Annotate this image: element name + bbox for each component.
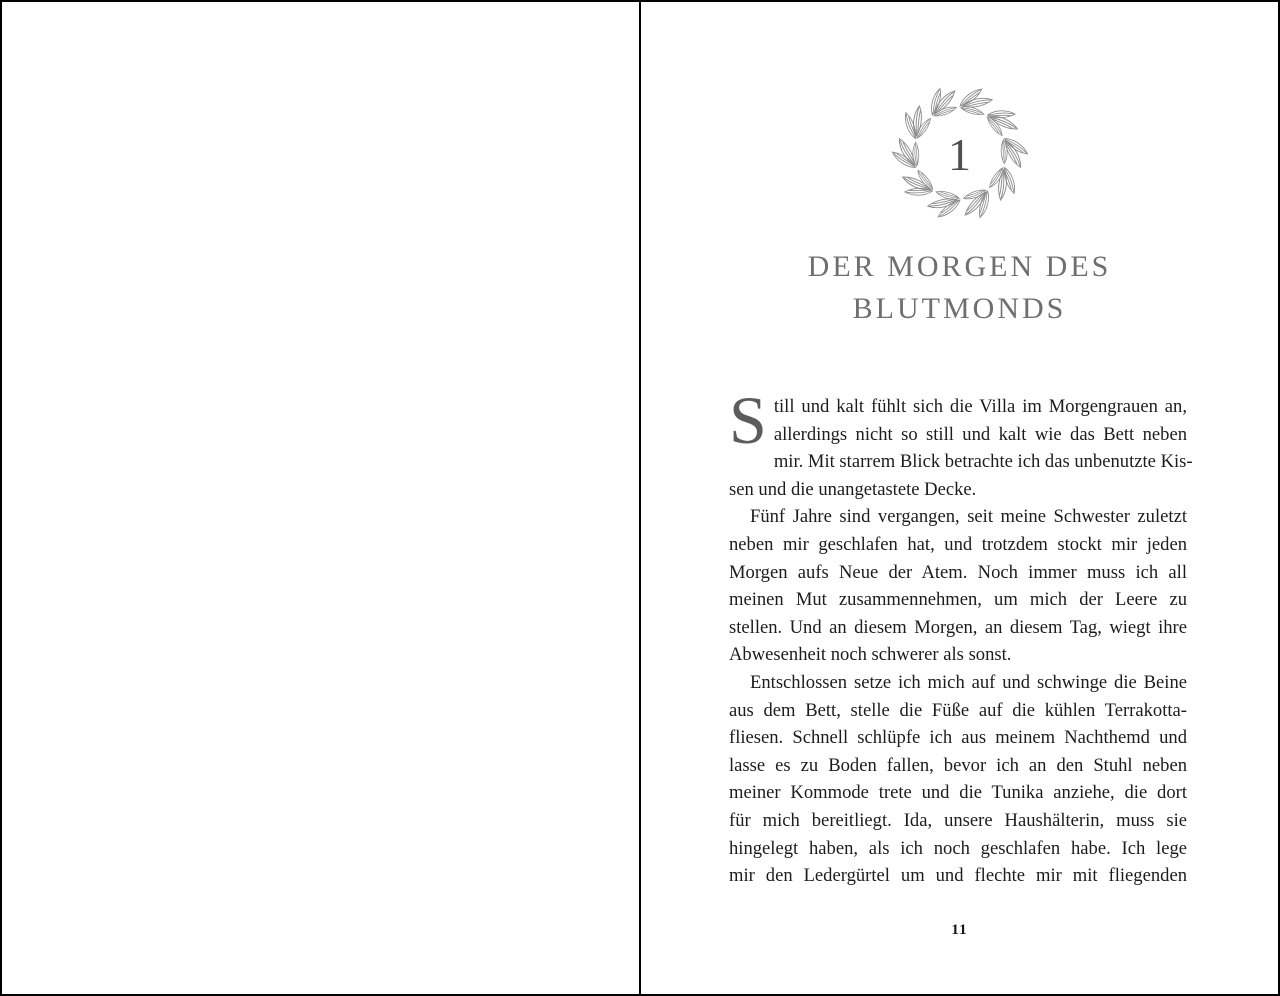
text-line: meinen Mut zusammennehmen, um mich der Leere zu (729, 589, 1187, 611)
text-line: allerdings nicht so still und kalt wie das Bett neben (773, 423, 1187, 445)
text-line: aus dem Bett, stelle die Füße auf die kühlen Terrakotta- (729, 699, 1187, 721)
text-line: Fünf Jahre sind vergangen, seit meine Schwester zuletzt (750, 506, 1187, 528)
paragraph-1 (729, 382, 1193, 503)
text-line: lasse es zu Boden fallen, bevor ich an den Stuhl neben (729, 754, 1187, 776)
chapter-title-line-2: BLUTMONDS (852, 292, 1067, 325)
text-line: till und kalt fühlt sich die Villa im Morgengrauen an, (773, 396, 1187, 417)
chapter-ornament (886, 82, 1034, 224)
text-line: für mich bereitliegt. Ida, unsere Haushälterin, muss sie (729, 809, 1187, 831)
chapter-number: 1 (948, 128, 971, 180)
text-line: sen und die unangetastete Decke. (729, 478, 977, 500)
text-line: Morgen aufs Neue der Atem. Noch immer muss ich all (729, 561, 1187, 583)
page-number: 11 (951, 922, 968, 938)
paragraph-3 (729, 669, 1187, 890)
text-line: meiner Kommode trete und die Tunika anziehe, die dort (729, 782, 1187, 804)
text-line: neben mir geschlafen hat, und trotzdem stockt mir jeden (729, 533, 1187, 555)
drop-cap: S (729, 382, 767, 458)
text-line: mir. Mit starrem Blick betrachte ich das unbenutzte Kis- (773, 451, 1193, 473)
chapter-title-line-1: DER MORGEN DES (807, 250, 1112, 283)
paragraph-2 (729, 503, 1187, 669)
left-page-blank (2, 2, 639, 994)
chapter-title (641, 246, 1278, 330)
body-text (729, 382, 1193, 890)
text-line: Abwesenheit noch schwerer als sonst. (729, 644, 1012, 666)
text-line: hingelegt haben, als ich noch geschlafen habe. Ich lege (729, 837, 1187, 859)
right-page (641, 2, 1278, 994)
text-line: stellen. Und an diesem Morgen, an diesem Tag, wiegt ihre (729, 616, 1187, 638)
text-line: Entschlossen setze ich mich auf und schwinge die Beine (750, 671, 1187, 693)
text-line: mir den Ledergürtel um und flechte mir mit fliegenden (729, 865, 1187, 887)
text-line: fliesen. Schnell schlüpfe ich aus meinem Nachthemd und (729, 727, 1187, 749)
